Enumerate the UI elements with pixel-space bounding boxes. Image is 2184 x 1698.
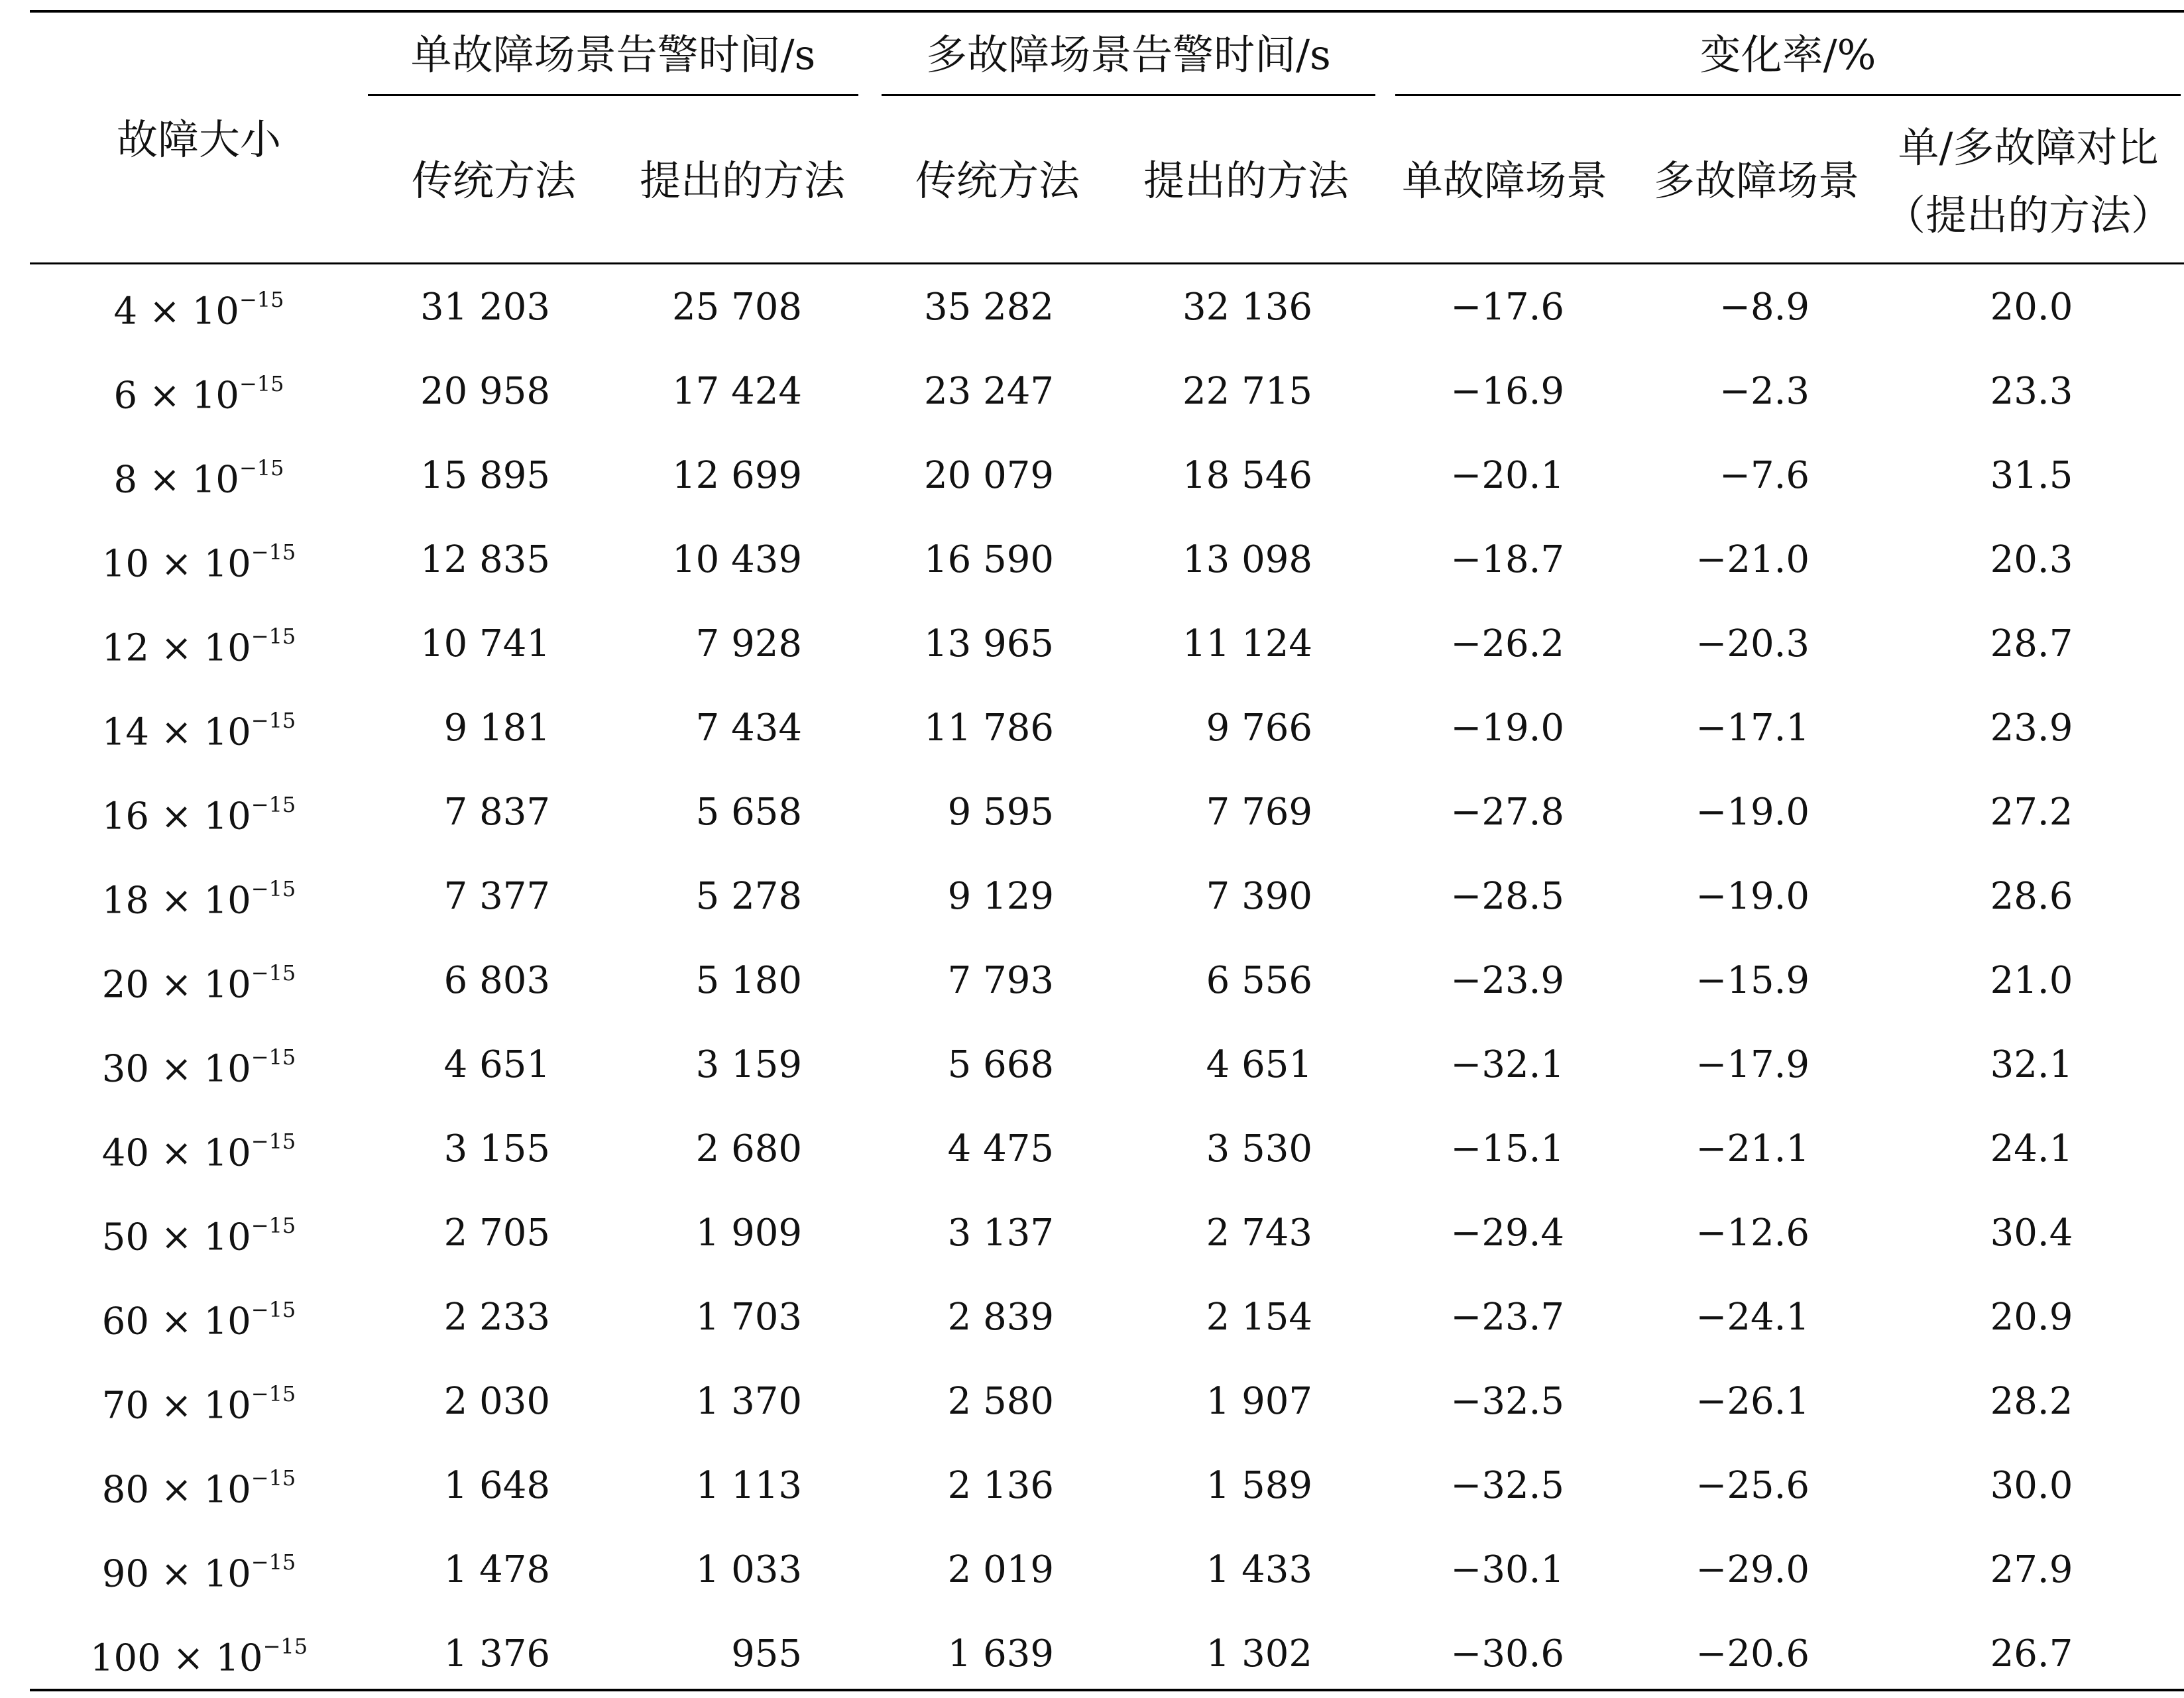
fault-size-cell [40, 1381, 358, 1428]
cell-proposed-single: 2 680 [695, 1127, 802, 1170]
fault-size-cell [40, 371, 358, 418]
fault-size-mantissa: 60 × 10 [101, 1300, 251, 1343]
cell-traditional-multi: 2 136 [947, 1464, 1054, 1507]
fault-size-exponent: −15 [251, 1381, 296, 1406]
cell-proposed-single: 7 434 [695, 707, 802, 750]
cell-traditional-single: 20 958 [420, 370, 550, 413]
cell-proposed-single: 1 033 [695, 1548, 802, 1591]
cell-change-multi: −25.6 [1695, 1464, 1810, 1507]
cell-ratio-proposed: 28.7 [1990, 622, 2073, 665]
fault-size-exponent: −15 [251, 1213, 296, 1238]
fault-size-cell [40, 624, 358, 670]
top-rule [30, 10, 2184, 13]
cell-proposed-single: 5 278 [695, 875, 802, 918]
cell-proposed-multi: 7 390 [1206, 875, 1312, 918]
header-col-traditional-multi: 传统方法 [915, 156, 1080, 205]
cell-proposed-single: 5 658 [695, 791, 802, 834]
group-rule-change [1395, 94, 2181, 96]
fault-size-exponent: −15 [251, 960, 296, 986]
header-col-ratio-line2: （提出的方法） [1884, 191, 2172, 239]
cell-change-single: −20.1 [1450, 454, 1564, 497]
cell-change-single: −32.5 [1450, 1380, 1564, 1423]
cell-ratio-proposed: 20.0 [1990, 286, 2073, 329]
cell-change-single: −27.8 [1450, 791, 1564, 834]
group-rule-single [368, 94, 858, 96]
cell-proposed-single: 1 370 [695, 1380, 802, 1423]
header-group-single: 单故障场景告警时间/s [410, 30, 816, 79]
header-col-change-single: 单故障场景 [1401, 156, 1607, 205]
fault-size-cell [40, 539, 358, 586]
cell-change-single: −30.1 [1450, 1548, 1564, 1591]
fault-size-cell [40, 1045, 358, 1091]
cell-traditional-single: 10 741 [420, 622, 550, 665]
fault-size-exponent: −15 [251, 1129, 296, 1154]
fault-size-mantissa: 90 × 10 [101, 1552, 251, 1596]
fault-size-cell [40, 876, 358, 923]
cell-proposed-single: 3 159 [695, 1043, 802, 1086]
fault-size-cell [40, 1465, 358, 1512]
cell-proposed-multi: 7 769 [1206, 791, 1312, 834]
fault-size-exponent: −15 [251, 876, 296, 901]
cell-traditional-single: 2 233 [443, 1296, 550, 1339]
cell-proposed-multi: 1 907 [1206, 1380, 1312, 1423]
cell-traditional-multi: 23 247 [924, 370, 1054, 413]
fault-size-mantissa: 16 × 10 [101, 795, 251, 838]
cell-traditional-single: 7 377 [443, 875, 550, 918]
cell-proposed-single: 1 909 [695, 1212, 802, 1255]
cell-traditional-multi: 1 639 [947, 1632, 1054, 1675]
cell-traditional-single: 1 648 [443, 1464, 550, 1507]
cell-change-multi: −20.6 [1695, 1632, 1810, 1675]
cell-ratio-proposed: 26.7 [1990, 1632, 2073, 1675]
cell-change-single: −32.1 [1450, 1043, 1564, 1086]
cell-change-single: −23.9 [1450, 959, 1564, 1002]
cell-traditional-multi: 2 839 [947, 1296, 1054, 1339]
fault-size-mantissa: 70 × 10 [101, 1384, 251, 1428]
fault-size-mantissa: 80 × 10 [101, 1468, 251, 1512]
cell-proposed-multi: 32 136 [1182, 286, 1312, 329]
cell-change-single: −28.5 [1450, 875, 1564, 918]
cell-change-single: −26.2 [1450, 622, 1564, 665]
fault-size-mantissa: 40 × 10 [101, 1131, 251, 1175]
fault-size-mantissa: 30 × 10 [101, 1047, 251, 1091]
cell-ratio-proposed: 32.1 [1990, 1043, 2073, 1086]
cell-change-single: −16.9 [1450, 370, 1564, 413]
cell-proposed-single: 7 928 [695, 622, 802, 665]
cell-traditional-multi: 11 786 [924, 707, 1054, 750]
fault-size-mantissa: 20 × 10 [101, 963, 251, 1007]
header-group-multi: 多故障场景告警时间/s [926, 30, 1331, 79]
cell-traditional-single: 4 651 [443, 1043, 550, 1086]
fault-size-exponent: −15 [251, 624, 296, 649]
fault-size-cell [40, 1213, 358, 1259]
cell-proposed-multi: 3 530 [1206, 1127, 1312, 1170]
bottom-rule [30, 1689, 2184, 1691]
cell-ratio-proposed: 31.5 [1990, 454, 2073, 497]
header-group-change: 变化率/% [1699, 30, 1876, 79]
fault-size-mantissa: 4 × 10 [113, 290, 239, 333]
cell-proposed-single: 25 708 [672, 286, 802, 329]
cell-proposed-single: 12 699 [672, 454, 802, 497]
cell-change-multi: −29.0 [1695, 1548, 1810, 1591]
cell-traditional-multi: 9 595 [947, 791, 1054, 834]
fault-size-mantissa: 100 × 10 [89, 1636, 263, 1680]
cell-proposed-multi: 1 589 [1206, 1464, 1312, 1507]
cell-proposed-multi: 1 302 [1206, 1632, 1312, 1675]
cell-traditional-multi: 20 079 [924, 454, 1054, 497]
cell-change-multi: −20.3 [1695, 622, 1810, 665]
fault-size-exponent: −15 [239, 371, 284, 396]
cell-change-single: −32.5 [1450, 1464, 1564, 1507]
header-col-traditional-single: 传统方法 [411, 156, 576, 205]
cell-proposed-multi: 18 546 [1182, 454, 1312, 497]
cell-traditional-single: 31 203 [420, 286, 550, 329]
cell-traditional-single: 9 181 [443, 707, 550, 750]
cell-change-single: −18.7 [1450, 538, 1564, 581]
cell-proposed-multi: 11 124 [1182, 622, 1312, 665]
cell-traditional-multi: 2 019 [947, 1548, 1054, 1591]
cell-change-single: −30.6 [1450, 1632, 1564, 1675]
cell-change-single: −23.7 [1450, 1296, 1564, 1339]
cell-proposed-multi: 4 651 [1206, 1043, 1312, 1086]
cell-traditional-single: 1 478 [443, 1548, 550, 1591]
cell-traditional-single: 12 835 [420, 538, 550, 581]
fault-size-mantissa: 6 × 10 [113, 374, 239, 418]
fault-size-exponent: −15 [251, 1045, 296, 1070]
cell-change-multi: −26.1 [1695, 1380, 1810, 1423]
header-col-change-multi: 多故障场景 [1653, 156, 1859, 205]
fault-size-cell [40, 455, 358, 502]
cell-change-multi: −7.6 [1719, 454, 1810, 497]
fault-size-cell [40, 1550, 358, 1596]
cell-change-single: −19.0 [1450, 707, 1564, 750]
fault-size-cell [40, 1634, 358, 1680]
fault-size-exponent: −15 [239, 455, 284, 481]
header-rule [30, 262, 2184, 264]
cell-traditional-single: 3 155 [443, 1127, 550, 1170]
fault-size-cell [40, 792, 358, 838]
fault-size-cell [40, 1297, 358, 1343]
fault-size-exponent: −15 [251, 1550, 296, 1575]
cell-ratio-proposed: 30.4 [1990, 1212, 2073, 1255]
cell-change-single: −15.1 [1450, 1127, 1564, 1170]
cell-change-multi: −19.0 [1695, 875, 1810, 918]
header-fault-size: 故障大小 [116, 115, 281, 164]
cell-change-multi: −8.9 [1719, 286, 1810, 329]
cell-change-multi: −12.6 [1695, 1212, 1810, 1255]
fault-size-exponent: −15 [262, 1634, 308, 1659]
fault-size-mantissa: 10 × 10 [101, 542, 251, 586]
cell-proposed-single: 1 113 [695, 1464, 802, 1507]
cell-traditional-single: 2 705 [443, 1212, 550, 1255]
cell-ratio-proposed: 20.3 [1990, 538, 2073, 581]
cell-change-multi: −21.1 [1695, 1127, 1810, 1170]
cell-ratio-proposed: 21.0 [1990, 959, 2073, 1002]
header-col-ratio-line1: 单/多故障对比 [1898, 123, 2159, 172]
fault-size-exponent: −15 [251, 792, 296, 817]
cell-traditional-single: 6 803 [443, 959, 550, 1002]
cell-proposed-single: 1 703 [695, 1296, 802, 1339]
cell-ratio-proposed: 23.3 [1990, 370, 2073, 413]
group-rule-multi [882, 94, 1375, 96]
cell-ratio-proposed: 24.1 [1990, 1127, 2073, 1170]
cell-change-multi: −2.3 [1719, 370, 1810, 413]
cell-proposed-multi: 2 743 [1206, 1212, 1312, 1255]
cell-traditional-multi: 4 475 [947, 1127, 1054, 1170]
cell-proposed-multi: 13 098 [1182, 538, 1312, 581]
cell-change-multi: −21.0 [1695, 538, 1810, 581]
cell-traditional-multi: 2 580 [947, 1380, 1054, 1423]
cell-proposed-multi: 9 766 [1206, 707, 1312, 750]
fault-size-cell [40, 960, 358, 1007]
cell-proposed-single: 955 [731, 1632, 802, 1675]
cell-change-multi: −17.9 [1695, 1043, 1810, 1086]
fault-size-exponent: −15 [251, 708, 296, 733]
cell-ratio-proposed: 27.9 [1990, 1548, 2073, 1591]
cell-ratio-proposed: 28.2 [1990, 1380, 2073, 1423]
cell-proposed-single: 17 424 [672, 370, 802, 413]
cell-proposed-multi: 1 433 [1206, 1548, 1312, 1591]
fault-size-cell [40, 1129, 358, 1175]
cell-ratio-proposed: 27.2 [1990, 791, 2073, 834]
cell-traditional-multi: 5 668 [947, 1043, 1054, 1086]
cell-traditional-multi: 35 282 [924, 286, 1054, 329]
cell-traditional-multi: 9 129 [947, 875, 1054, 918]
fault-size-mantissa: 50 × 10 [101, 1216, 251, 1259]
cell-traditional-multi: 16 590 [924, 538, 1054, 581]
cell-traditional-single: 2 030 [443, 1380, 550, 1423]
cell-traditional-multi: 3 137 [947, 1212, 1054, 1255]
cell-change-multi: −15.9 [1695, 959, 1810, 1002]
cell-change-multi: −17.1 [1695, 707, 1810, 750]
fault-size-mantissa: 14 × 10 [101, 710, 251, 754]
fault-size-mantissa: 18 × 10 [101, 879, 251, 923]
cell-ratio-proposed: 30.0 [1990, 1464, 2073, 1507]
fault-size-cell [40, 708, 358, 754]
cell-traditional-single: 1 376 [443, 1632, 550, 1675]
cell-traditional-multi: 13 965 [924, 622, 1054, 665]
cell-change-single: −29.4 [1450, 1212, 1564, 1255]
fault-size-exponent: −15 [251, 539, 296, 565]
fault-size-mantissa: 12 × 10 [101, 626, 251, 670]
cell-proposed-single: 10 439 [672, 538, 802, 581]
cell-traditional-single: 15 895 [420, 454, 550, 497]
header-col-proposed-single: 提出的方法 [639, 156, 845, 205]
cell-traditional-single: 7 837 [443, 791, 550, 834]
cell-proposed-multi: 22 715 [1182, 370, 1312, 413]
cell-ratio-proposed: 23.9 [1990, 707, 2073, 750]
fault-size-mantissa: 8 × 10 [113, 458, 239, 502]
fault-size-exponent: −15 [239, 287, 284, 312]
fault-size-exponent: −15 [251, 1465, 296, 1491]
cell-proposed-multi: 6 556 [1206, 959, 1312, 1002]
cell-change-single: −17.6 [1450, 286, 1564, 329]
fault-size-cell [40, 287, 358, 333]
cell-traditional-multi: 7 793 [947, 959, 1054, 1002]
cell-proposed-single: 5 180 [695, 959, 802, 1002]
cell-change-multi: −19.0 [1695, 791, 1810, 834]
fault-size-exponent: −15 [251, 1297, 296, 1322]
cell-ratio-proposed: 20.9 [1990, 1296, 2073, 1339]
header-col-proposed-multi: 提出的方法 [1143, 156, 1349, 205]
cell-change-multi: −24.1 [1695, 1296, 1810, 1339]
cell-proposed-multi: 2 154 [1206, 1296, 1312, 1339]
cell-ratio-proposed: 28.6 [1990, 875, 2073, 918]
